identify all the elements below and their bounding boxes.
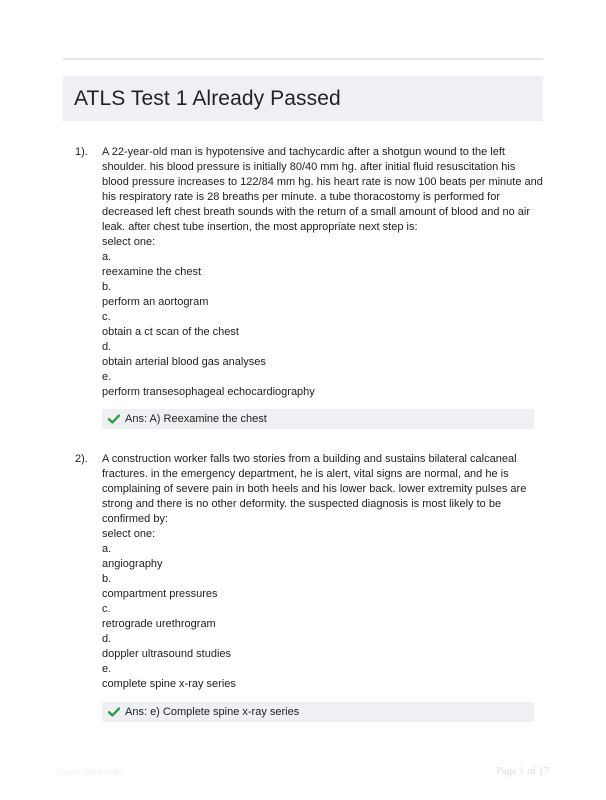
question-line: leak. after chest tube insertion, the most appropriate next step is: [102, 221, 418, 233]
question-line: strong and there is no other deformity. the suspected diagnosis is most likely to be [102, 498, 502, 510]
option-text: complete spine x-ray series [102, 678, 236, 690]
page-title: ATLS Test 1 Already Passed [74, 86, 341, 110]
option-letter: a. [102, 543, 112, 555]
answer-box [102, 702, 534, 722]
option-letter: c. [102, 603, 111, 615]
option-text: perform transesophageal echocardiography [102, 386, 315, 398]
option-letter: d. [102, 633, 112, 645]
option-letter: e. [102, 663, 112, 675]
question-text [102, 452, 542, 692]
option-text: angiography [102, 558, 163, 570]
option-letter: b. [102, 281, 112, 293]
answer-box [102, 409, 534, 429]
question-text [102, 145, 542, 400]
question-line: shoulder. his blood pressure is initially 80/40 mm hg. after initial fluid resuscitation his [102, 161, 516, 173]
option-letter: b. [102, 573, 112, 585]
option-text: obtain a ct scan of the chest [102, 326, 239, 338]
top-divider [63, 58, 543, 60]
question-number: 1). [75, 146, 88, 158]
option-letter: e. [102, 371, 112, 383]
question-line: decreased left chest breath sounds with the return of a small amount of blood and no air [102, 206, 531, 218]
question-number: 2). [75, 453, 88, 465]
option-text: retrograde urethrogram [102, 618, 216, 630]
select-one-label: select one: [102, 236, 156, 248]
option-letter: c. [102, 311, 111, 323]
option-text: compartment pressures [102, 588, 218, 600]
title-bar [63, 76, 543, 121]
option-text: obtain arterial blood gas analyses [102, 356, 266, 368]
option-letter: a. [102, 251, 112, 263]
page-number: Page 1 of 17 [496, 766, 549, 777]
checkmark-icon [108, 414, 120, 424]
question-line: blood pressure increases to 122/84 mm hg. his heart rate is now 100 beats per minute and [102, 176, 543, 188]
option-text: doppler ultrasound studies [102, 648, 232, 660]
answer-text: Ans: e) Complete spine x-ray series [125, 706, 300, 718]
select-one-label: select one: [102, 528, 156, 540]
question-line: A construction worker falls two stories from a building and sustains bilateral calcaneal [102, 453, 517, 465]
option-text: perform an aortogram [102, 296, 209, 308]
option-letter: d. [102, 341, 112, 353]
question-line: his respiratory rate is 28 breaths per minute. a tube thoracostomy is performed for [102, 191, 501, 203]
question-line: fractures. in the emergency department, he is alert, vital signs are normal, and he is [102, 468, 509, 480]
question-line: complaining of severe pain in both heels and his lower back. lower extremity pulses are [102, 483, 527, 495]
option-text: reexamine the chest [102, 266, 202, 278]
footer-watermark: PaperStack.com [57, 767, 124, 777]
checkmark-icon [108, 707, 120, 717]
answer-text: Ans: A) Reexamine the chest [125, 413, 267, 425]
question-line: confirmed by: [102, 513, 169, 525]
question-line: A 22-year-old man is hypotensive and tachycardic after a shotgun wound to the left [102, 146, 505, 158]
